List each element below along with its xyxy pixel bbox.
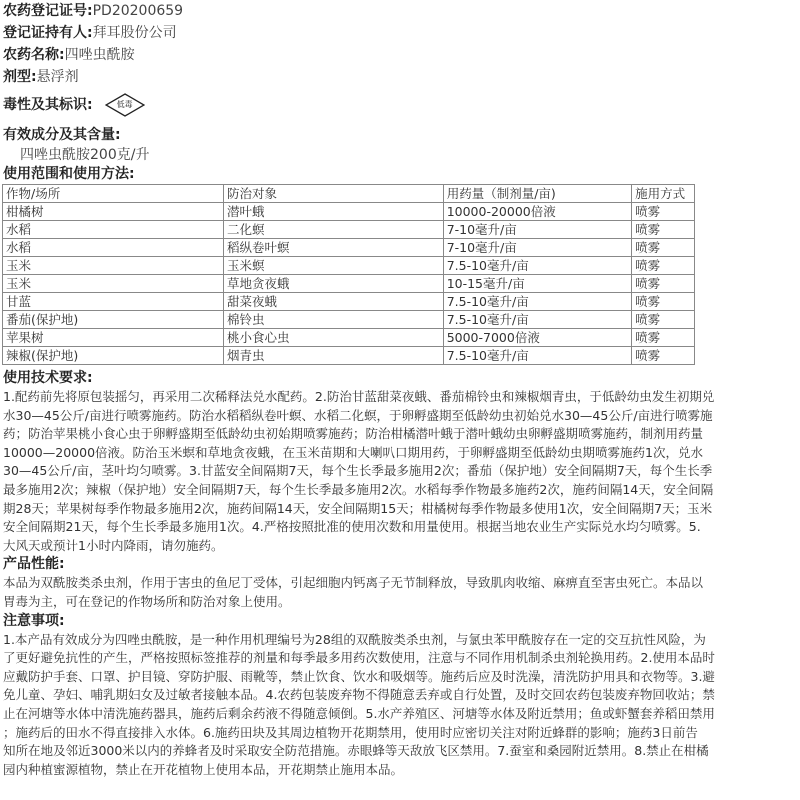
holder-row: [0, 22, 800, 44]
method-cell: 喷雾: [632, 311, 695, 329]
method-cell: 喷雾: [632, 239, 695, 257]
method-cell: 喷雾: [632, 203, 695, 221]
table-row: [3, 257, 695, 275]
technique-paragraph: [0, 388, 800, 555]
usage-table: [2, 184, 695, 365]
technique-line: 大风天或预计1小时内降雨，请勿施药。: [3, 537, 224, 553]
dosage-cell: 5000-7000倍液: [443, 329, 631, 347]
table-row: [3, 221, 695, 239]
method-cell: 喷雾: [632, 257, 695, 275]
notes-line: ；施药后的田水不得直接排入水体。6.施药田块及其周边植物开花期禁用，使用时应密切关注对附近蜂群的影响；施药3日前告: [3, 724, 698, 740]
table-row: [3, 203, 695, 221]
method-cell: 喷雾: [632, 221, 695, 239]
technique-line: 最多施用2次；辣椒（保护地）安全间隔期7天，每个生长季最多施用2次。水稻每季作物最多施药2次，施药间隔14天，安全间隔: [3, 481, 714, 497]
notes-paragraph: [0, 631, 800, 780]
header-method: 施用方式: [632, 185, 695, 203]
dosage-cell: 7.5-10毫升/亩: [443, 293, 631, 311]
notes-line: 1.本产品有效成分为四唑虫酰胺，是一种作用机理编号为28组的双酰胺类杀虫剂，与氯虫苯甲酰胺存在一定的交互抗性风险，为: [3, 631, 706, 647]
formulation-label: 剂型:: [3, 69, 37, 85]
crop-cell: 玉米: [3, 275, 224, 293]
crop-cell: 辣椒(保护地): [3, 347, 224, 365]
technique-title: 使用技术要求:: [3, 370, 93, 386]
dosage-cell: 10-15毫升/亩: [443, 275, 631, 293]
pesticide-name-value: 四唑虫酰胺: [64, 47, 135, 63]
notes-line: 应戴防护手套、口罩、护目镜、穿防护服、雨靴等，禁止饮食、饮水和吸烟等。施药后应及时洗澡，清洗防护用具和衣物等。3.避: [3, 668, 715, 684]
formulation-value: 悬浮剂: [36, 69, 79, 85]
low-toxicity-diamond-icon: [105, 93, 145, 117]
table-row: [3, 275, 695, 293]
formulation-row: [0, 66, 800, 88]
technique-line: 药；防治苹果桃小食心虫于卵孵盛期至低龄幼虫初始期喷雾施药；防治柑橘潜叶蛾于潜叶蛾幼虫卵孵盛期喷雾施药，制剂用药量: [3, 426, 704, 442]
dosage-cell: 7.5-10毫升/亩: [443, 257, 631, 275]
usage-table-header: [3, 185, 695, 203]
technique-line: 1.配药前先将原包装摇匀，再采用二次稀释法兑水配药。2.防治甘蓝甜菜夜蛾、番茄棉铃虫和辣椒烟青虫，于低龄幼虫发生初期兑: [3, 389, 715, 404]
performance-line: 胃毒为主，可在登记的作物场所和防治对象上使用。: [3, 593, 291, 609]
performance-paragraph: [0, 574, 800, 611]
target-cell: 烟青虫: [223, 347, 443, 365]
registration-cert-row: [0, 0, 800, 22]
technique-line: 10000—20000倍液。防治玉米螟和草地贪夜蛾，在玉米苗期和大喇叭口期用药，于卵孵盛期至低龄幼虫期喷雾施药1次，兑水: [3, 444, 703, 460]
notes-title: 注意事项:: [3, 612, 65, 629]
header-crop: 作物/场所: [3, 185, 224, 203]
performance-line: 本品为双酰胺类杀虫剂，作用于害虫的鱼尼丁受体，引起细胞内钙离子无节制释放，导致肌肉收缩、麻痹直至害虫死亡。本品以: [3, 575, 704, 591]
crop-cell: 柑橘树: [3, 203, 224, 221]
technique-line: 安全间隔期21天，每个生长季最多施用1次。4.严格按照批准的使用次数和用量使用。根据当地农业生产实际兑水均匀喷雾。5.: [3, 519, 701, 535]
toxicity-label: 毒性及其标识:: [3, 97, 93, 113]
dosage-cell: 7-10毫升/亩: [443, 221, 631, 239]
dosage-cell: 7-10毫升/亩: [443, 239, 631, 257]
method-cell: 喷雾: [632, 347, 695, 365]
technique-line: 期28天；苹果树每季作物最多施用2次，施药间隔14天，安全间隔期15天；柑橘树每季作物最多使用1次，安全间隔期7天；玉米: [3, 500, 713, 516]
notes-line: 知所在地及邻近3000米以内的养蜂者及时采取安全防范措施。赤眼蜂等天敌放飞区禁用。7.蚕室和桑园附近禁用。8.禁止在柑橘: [3, 743, 709, 759]
toxicity-badge-text: 低毒: [116, 100, 133, 109]
header-dosage: 用药量（制剂量/亩): [443, 185, 631, 203]
header-target: 防治对象: [223, 185, 443, 203]
dosage-cell: 7.5-10毫升/亩: [443, 311, 631, 329]
method-cell: 喷雾: [632, 275, 695, 293]
table-row: [3, 293, 695, 311]
dosage-cell: 10000-20000倍液: [443, 203, 631, 221]
table-row: [3, 347, 695, 365]
crop-cell: 水稻: [3, 221, 224, 239]
cert-no-label: 农药登记证号:: [3, 3, 93, 19]
performance-title: 产品性能:: [3, 556, 65, 573]
table-row: [3, 239, 695, 257]
pesticide-name-row: [0, 44, 800, 66]
toxicity-row: [0, 88, 800, 124]
target-cell: 棉铃虫: [223, 311, 443, 329]
target-cell: 桃小食心虫: [223, 329, 443, 347]
cert-no-value: PD20200659: [92, 3, 184, 19]
usage-title: 使用范围和使用方法:: [3, 166, 135, 182]
notes-line: 免儿童、孕妇、哺乳期妇女及过敏者接触本品。4.农药包装废弃物不得随意丢弃或自行处置，及时交回农药包装废弃物回收站；禁: [3, 687, 715, 703]
dosage-cell: 7.5-10毫升/亩: [443, 347, 631, 365]
table-row: [3, 329, 695, 347]
notes-line: 止在河塘等水体中清洗施药器具，施药后剩余药液不得随意倾倒。5.水产养殖区、河塘等水体及附近禁用；鱼或虾蟹套养稻田禁用: [3, 705, 715, 721]
notes-line: 园内种植蜜源植物，禁止在开花植物上使用本品，开花期禁止施用本品。: [3, 761, 404, 777]
crop-cell: 玉米: [3, 257, 224, 275]
crop-cell: 番茄(保护地): [3, 311, 224, 329]
ingredient-content: 四唑虫酰胺200克/升: [20, 147, 150, 163]
target-cell: 草地贪夜蛾: [223, 275, 443, 293]
technique-line: 水30—45公斤/亩进行喷雾施药。防治水稻稻纵卷叶螟、水稻二化螟，于卵孵盛期至低龄幼虫初始兑水30—45公斤/亩进行喷雾施: [3, 407, 713, 423]
pesticide-name-label: 农药名称:: [3, 47, 65, 63]
ingredient-title: 有效成分及其含量:: [3, 127, 121, 143]
technique-line: 30—45公斤/亩，茎叶均匀喷雾。3.甘蓝安全间隔期7天，每个生长季最多施用2次；番茄（保护地）安全间隔期7天，每个生长季: [3, 463, 713, 479]
holder-value: 拜耳股份公司: [92, 25, 177, 41]
target-cell: 甜菜夜蛾: [223, 293, 443, 311]
target-cell: 二化螟: [223, 221, 443, 239]
target-cell: 潜叶蛾: [223, 203, 443, 221]
crop-cell: 苹果树: [3, 329, 224, 347]
crop-cell: 水稻: [3, 239, 224, 257]
method-cell: 喷雾: [632, 293, 695, 311]
table-row: [3, 311, 695, 329]
crop-cell: 甘蓝: [3, 293, 224, 311]
method-cell: 喷雾: [632, 329, 695, 347]
notes-line: 了更好避免抗性的产生，严格按照标签推荐的剂量和每季最多用药次数使用，注意与不同作用机制杀虫剂轮换用药。2.使用本品时: [3, 650, 715, 666]
target-cell: 稻纵卷叶螟: [223, 239, 443, 257]
target-cell: 玉米螟: [223, 257, 443, 275]
holder-label: 登记证持有人:: [3, 25, 93, 41]
